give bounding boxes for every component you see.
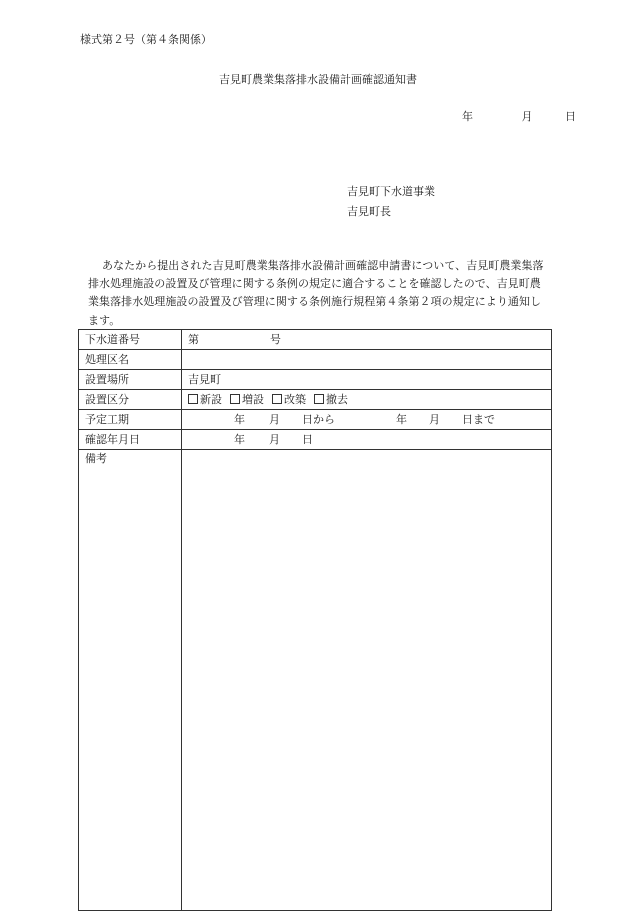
table-row <box>79 330 552 350</box>
sewer-number-suffix: 号 <box>270 332 281 346</box>
checkbox-icon <box>314 394 324 404</box>
date-month: 月 <box>521 110 533 123</box>
confirm-date-field[interactable] <box>182 430 552 450</box>
issuer-title: 吉見町長 <box>347 205 391 218</box>
notes-field[interactable] <box>182 450 552 911</box>
category-option-rebuild[interactable]: 改築 <box>272 393 306 407</box>
district-field[interactable] <box>182 350 552 370</box>
table-row <box>79 390 552 410</box>
schedule-field[interactable] <box>182 410 552 430</box>
schedule-start-day: 日から <box>302 412 335 426</box>
table-row <box>79 350 552 370</box>
date-line <box>462 110 576 124</box>
notice-body <box>88 257 550 330</box>
location-label: 設置場所 <box>79 370 182 390</box>
schedule-end-day: 日まで <box>462 412 495 426</box>
table-row <box>79 450 552 911</box>
document-title: 吉見町農業集落排水設備計画確認通知書 <box>219 73 417 86</box>
checkbox-icon <box>272 394 282 404</box>
form-number: 様式第２号（第４条関係） <box>80 33 212 46</box>
table-row <box>79 370 552 390</box>
schedule-end-month: 月 <box>429 412 440 426</box>
checkbox-icon <box>230 394 240 404</box>
sewer-number-label: 下水道番号 <box>79 330 182 350</box>
category-option-remove[interactable]: 撤去 <box>314 393 348 407</box>
category-option-expand[interactable]: 増設 <box>230 393 264 407</box>
date-day: 日 <box>565 110 576 123</box>
category-option-new[interactable]: 新設 <box>188 393 222 407</box>
location-field[interactable] <box>182 370 552 390</box>
schedule-end-year: 年 <box>396 412 407 426</box>
date-year: 年 <box>462 110 473 123</box>
sewer-number-prefix: 第 <box>188 332 199 346</box>
schedule-start-year: 年 <box>234 412 245 426</box>
notes-label: 備考 <box>79 450 182 911</box>
table-row <box>79 410 552 430</box>
notice-paragraph: あなたから提出された吉見町農業集落排水設備計画確認申請書について、吉見町農業集落排水処理施設の設置及び管理に関する条例の規定に適合することを確認したので、吉見町農業集落排水処理施設の設置及び管理に関する条例施行規程第４条第２項の規定により通知します。 <box>88 259 544 327</box>
checkbox-icon <box>188 394 198 404</box>
schedule-start-month: 月 <box>269 412 280 426</box>
sewer-number-field[interactable] <box>182 330 552 350</box>
category-label: 設置区分 <box>79 390 182 410</box>
category-field <box>182 390 552 410</box>
confirm-date-year: 年 <box>234 432 245 446</box>
schedule-label: 予定工期 <box>79 410 182 430</box>
issuer-organization: 吉見町下水道事業 <box>347 185 435 198</box>
table-row <box>79 430 552 450</box>
location-value: 吉見町 <box>188 372 221 386</box>
confirm-date-month: 月 <box>269 432 280 446</box>
confirm-date-label: 確認年月日 <box>79 430 182 450</box>
district-label: 処理区名 <box>79 350 182 370</box>
confirm-date-day: 日 <box>302 432 313 446</box>
confirmation-table <box>78 329 552 911</box>
